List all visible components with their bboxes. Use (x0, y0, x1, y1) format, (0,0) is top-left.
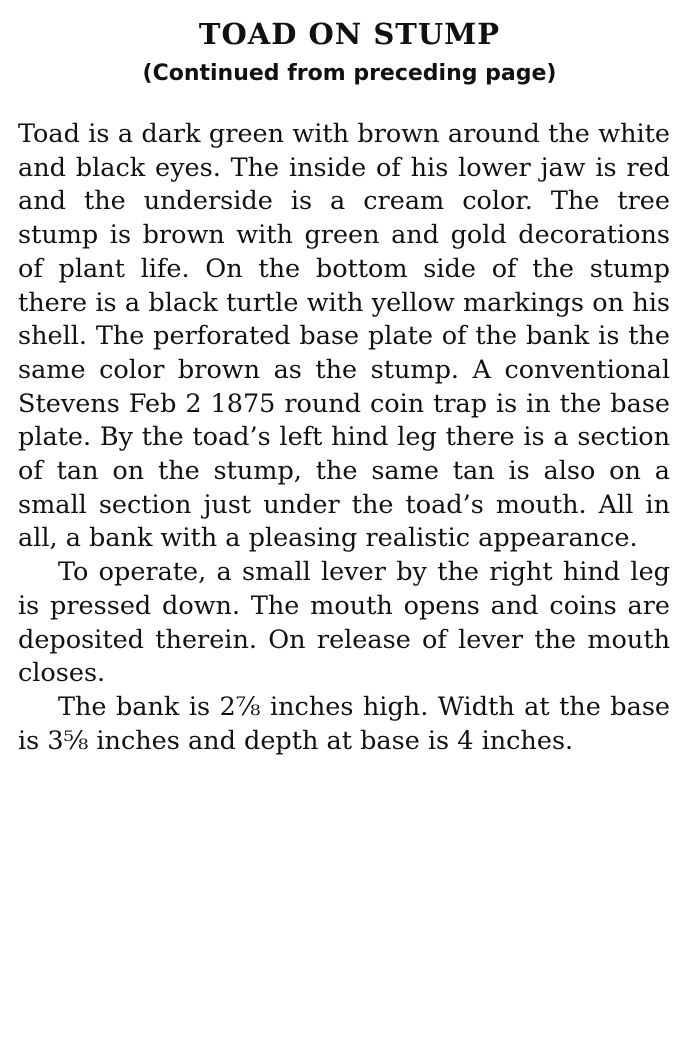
paragraph-operation: To operate, a small lever by the right hind leg is pressed down. The mouth opens and coins are deposited therein. On release of lever the mouth closes. (18, 557, 670, 689)
paragraph-description: Toad is a dark green with brown around the white and black eyes. The inside of his lower jaw is red and the underside is a cream color. The tree stump is brown with green and gold decorations of plant life. On the bottom side of the stump there is a black turtle with yellow markings on his shell. The perforated base plate of the bank is the same color brown as the stump. A conventional Stevens Feb 2 1875 round coin trap is in the base plate. By the toad’s left hind leg there is a section of tan on the stump, the same tan is also on a small section just under the toad’s mouth. All in all, a bank with a pleasing realistic appearance. (18, 119, 670, 554)
paragraph-dimensions: The bank is 2⅞ inches high. Width at the base is 3⅝ inches and depth at base is 4 inches. (18, 691, 670, 756)
page-title: TOAD ON STUMP (198, 17, 501, 51)
page-subtitle: (Continued from preceding page) (142, 61, 557, 86)
article-body (18, 118, 670, 758)
